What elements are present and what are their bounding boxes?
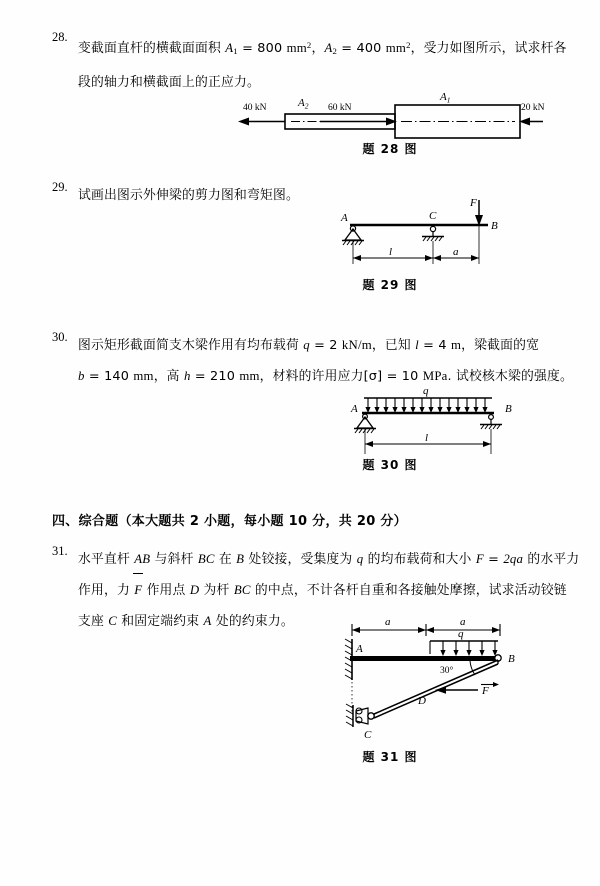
question-28 [52,30,567,98]
figure-31-label-f: F [482,685,489,697]
question-31-line-1: 水平直杆 AB 与斜杆 BC 在 B 处铰接，受集度为 q 的均布载荷和大小 F = 2qa 的水平力 [78,552,580,567]
figure-31-label-a: A [356,643,363,655]
figure-30 [346,385,536,460]
question-30-line-2: b = 140 mm，高 h = 210 mm，材料的许用应力[σ] = 10 MPa. 试校核木梁的强度。 [78,369,574,384]
figure-29-label-f: F [470,197,477,209]
figure-31 [330,614,545,749]
question-29-number: 29. [52,180,68,194]
figure-29-caption: 题 29 图 [362,278,418,292]
figure-28-area1-label: $A_1$ [440,91,451,105]
question-31-line-2: 作用，力 F 作用点 D 为杆 BC 的中点，不计各杆自重和各接触处摩擦，试求活动铰链 [78,575,552,606]
figure-29-dim-l: l [389,246,393,258]
figure-31-caption: 题 31 图 [362,750,418,764]
figure-29-label-c: C [429,210,437,222]
figure-29-label-b: B [491,220,498,232]
figure-31-label-c: C [364,729,372,741]
figure-29-label-a: A [341,212,348,224]
figure-31-label-q: q [458,628,464,640]
question-30-text [78,330,574,392]
figure-30-label-b: B [505,403,512,415]
question-30-number: 30. [52,330,68,344]
figure-29-dim-a: a [453,246,459,258]
figure-28-right-force-label: 20 kN [521,103,545,113]
figure-29 [336,198,536,276]
section-heading: 四、综合题（本大题共 2 小题，每小题 10 分，共 20 分） [52,514,407,529]
question-31-number: 31. [52,544,68,558]
figure-31-label-b: B [508,653,515,665]
figure-30-caption: 题 30 图 [362,458,418,472]
question-28-line-1: 变截面直杆的横截面面积 $A_1 = 800$ $mm^2$，$A_2 = 400$ $mm^2$，受力如图所示，试求杆各 [78,40,567,57]
question-28-line-2: 段的轴力和横截面上的正应力。 [78,75,260,91]
figure-28-left-force-label: 40 kN [243,103,267,113]
figure-31-dim-right: a [460,616,466,628]
question-28-text [78,30,567,98]
figure-28-area2-label: $A_2$ [298,97,309,111]
figure-28-mid-force-label: 60 kN [328,103,352,113]
figure-30-dim-l: l [425,432,429,444]
figure-31-dim-left: a [385,616,391,628]
question-31-line-3: 支座 C 和固定端约束 A 处的约束力。 [78,614,294,629]
figure-30-label-a: A [351,403,358,415]
question-30 [52,330,574,392]
question-30-line-1: 图示矩形截面简支木梁作用有均布载荷 q = 2 kN/m，已知 l = 4 m，梁截面的宽 [78,338,540,353]
question-29-line-1: 试画出图示外伸梁的剪力图和弯矩图。 [78,188,299,203]
figure-31-label-d: D [418,695,426,707]
figure-30-label-q: q [423,385,429,397]
figure-28-caption: 题 28 图 [362,142,418,156]
figure-31-angle-label: 30° [440,666,454,676]
question-28-number: 28. [52,30,68,44]
